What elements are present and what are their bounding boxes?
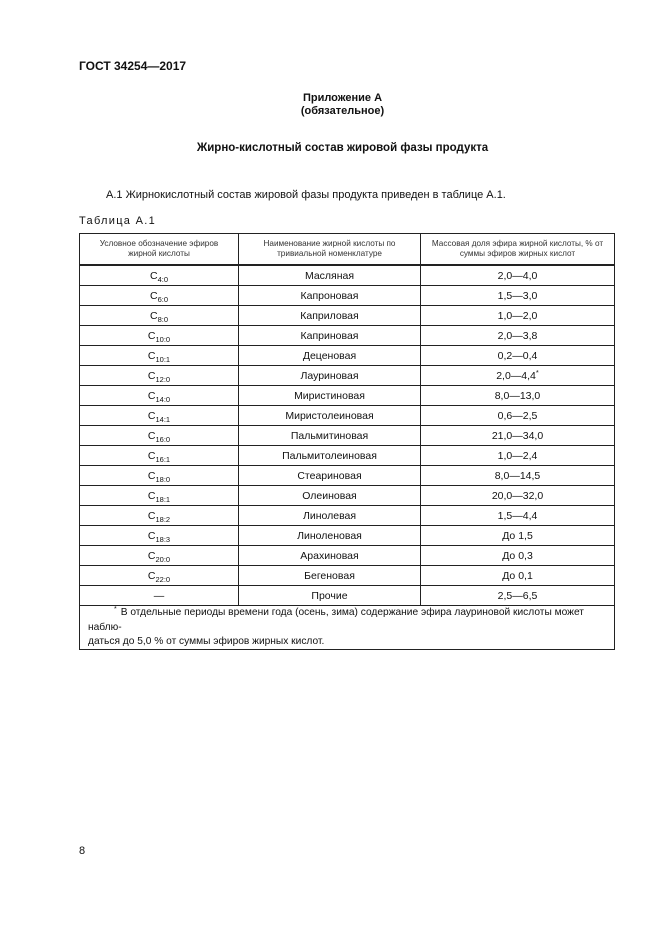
footnote-marker: * [535,367,539,377]
section-title: Жирно-кислотный состав жировой фазы продукта [196,142,489,154]
ester-designation-cell [80,546,239,566]
intro-paragraph: А.1 Жирнокислотный состав жировой фазы продукта приведен в таблице А.1. [106,189,506,201]
ester-subscript: 8:0 [157,314,169,324]
table-row [80,566,615,586]
table-row [80,326,615,346]
mass-fraction-value: 8,0—13,0 [494,389,541,402]
acid-name-cell: Каприловая [239,306,421,326]
mass-fraction-cell [421,486,615,506]
acid-name-cell: Пальмитолеиновая [239,446,421,466]
mass-fraction-value: 8,0—14,5 [494,469,541,482]
acid-name-cell: Линоленовая [239,526,421,546]
acid-name-cell: Прочие [239,586,421,606]
fatty-acid-table [79,233,615,650]
ester-subscript: 10:1 [155,354,171,364]
table-row [80,446,615,466]
ester-subscript: 6:0 [157,294,169,304]
ester-designation-cell [80,326,239,346]
table-row [80,486,615,506]
mass-fraction-cell [421,406,615,426]
table-row [80,466,615,486]
table-row [80,526,615,546]
ester-symbol: C [147,489,156,502]
ester-subscript: 12:0 [155,374,171,384]
acid-name-cell: Бегеновая [239,566,421,586]
ester-symbol: C [147,449,156,462]
ester-designation-cell [80,526,239,546]
table-row [80,346,615,366]
mass-fraction-value: До 0,3 [502,549,533,562]
mass-fraction-cell [421,546,615,566]
acid-name-cell: Капроновая [239,286,421,306]
footnote-line-2: даться до 5,0 % от суммы эфиров жирных кислот. [88,636,325,647]
appendix-title: Приложение А [302,92,383,104]
mass-fraction-value: 2,0—3,8 [497,329,538,342]
mass-fraction-cell [421,586,615,606]
table-row [80,286,615,306]
table-row [80,546,615,566]
ester-designation-cell [80,506,239,526]
ester-subscript: 14:1 [155,414,171,424]
table-footnote-row [80,606,615,650]
table-row [80,586,615,606]
table-row [80,406,615,426]
acid-name-cell: Линолевая [239,506,421,526]
ester-symbol: — [153,589,165,602]
table-row [80,366,615,386]
footnote-asterisk: * [114,606,117,613]
mass-fraction-cell [421,526,615,546]
acid-name-cell: Олеиновая [239,486,421,506]
table-caption: Таблица А.1 [79,215,156,227]
header-ester-designation: Условное обозначение эфиров жирной кислоты [80,234,239,266]
acid-name-cell: Арахиновая [239,546,421,566]
ester-designation-cell [80,466,239,486]
ester-symbol: C [147,569,156,582]
table-row [80,506,615,526]
acid-name-cell: Миристолеиновая [239,406,421,426]
ester-symbol: C [147,349,156,362]
ester-designation-cell [80,265,239,286]
ester-symbol: C [147,389,156,402]
acid-name-cell: Пальмитиновая [239,426,421,446]
header-acid-name: Наименование жирной кислоты по тривиальной номенклатуре [239,234,421,266]
mass-fraction-value: До 1,5 [502,529,533,542]
mass-fraction-cell [421,286,615,306]
acid-name-cell: Стеариновая [239,466,421,486]
appendix-status: (обязательное) [300,105,385,117]
ester-designation-cell [80,446,239,466]
ester-symbol: C [147,469,156,482]
ester-symbol: C [147,329,156,342]
ester-designation-cell [80,346,239,366]
ester-subscript: 14:0 [155,394,171,404]
ester-designation-cell [80,366,239,386]
ester-designation-cell [80,486,239,506]
acid-name-cell: Миристиновая [239,386,421,406]
mass-fraction-cell [421,426,615,446]
mass-fraction-cell [421,346,615,366]
ester-symbol: C [149,289,158,302]
acid-name-cell: Масляная [239,265,421,286]
table-header-row [80,234,615,266]
ester-subscript: 16:0 [155,434,171,444]
mass-fraction-value: 1,5—4,4 [497,509,538,522]
ester-symbol: C [147,509,156,522]
ester-designation-cell [80,386,239,406]
mass-fraction-value: 1,0—2,4 [497,449,538,462]
mass-fraction-value: 2,0—4,4 [496,369,536,382]
ester-symbol: C [149,309,158,322]
mass-fraction-value: 20,0—32,0 [491,489,544,502]
ester-subscript: 22:0 [155,574,171,584]
mass-fraction-cell [421,506,615,526]
mass-fraction-cell [421,466,615,486]
ester-symbol: C [147,529,156,542]
mass-fraction-cell [421,265,615,286]
ester-subscript: 18:2 [155,514,171,524]
ester-subscript: 18:3 [155,534,171,544]
ester-symbol: C [147,429,156,442]
ester-designation-cell [80,286,239,306]
table-row [80,265,615,286]
table-row [80,386,615,406]
ester-designation-cell [80,406,239,426]
ester-symbol: C [149,269,158,282]
ester-subscript: 20:0 [155,554,171,564]
table-footnote [80,606,615,650]
footnote-line-1: В отдельные периоды времени года (осень, зима) содержание эфира лауриновой кислоты может наблю- [88,607,584,633]
mass-fraction-cell [421,326,615,346]
ester-subscript: 10:0 [155,334,171,344]
table-row [80,306,615,326]
page-number: 8 [79,845,86,857]
mass-fraction-cell [421,386,615,406]
ester-symbol: C [147,549,156,562]
mass-fraction-value: 0,2—0,4 [497,349,538,362]
acid-name-cell: Деценовая [239,346,421,366]
mass-fraction-cell [421,566,615,586]
mass-fraction-value: 1,0—2,0 [497,309,538,322]
document-header-standard: ГОСТ 34254—2017 [79,59,187,73]
acid-name-cell: Лауриновая [239,366,421,386]
ester-designation-cell [80,566,239,586]
header-mass-fraction: Массовая доля эфира жирной кислоты, % от суммы эфиров жирных кислот [421,234,615,266]
mass-fraction-value: 2,0—4,0 [497,269,538,282]
ester-symbol: C [147,369,156,382]
mass-fraction-value: 1,5—3,0 [497,289,538,302]
ester-symbol: C [147,409,156,422]
mass-fraction-value: 2,5—6,5 [497,589,538,602]
mass-fraction-value: 21,0—34,0 [491,429,544,442]
ester-subscript: 16:1 [155,454,171,464]
ester-subscript: 18:0 [155,474,171,484]
mass-fraction-cell [421,366,615,386]
acid-name-cell: Каприновая [239,326,421,346]
ester-designation-cell [80,426,239,446]
ester-subscript: 18:1 [155,494,171,504]
table-row [80,426,615,446]
ester-designation-cell [80,586,239,606]
mass-fraction-value: 0,6—2,5 [497,409,538,422]
ester-designation-cell [80,306,239,326]
mass-fraction-value: До 0,1 [502,569,533,582]
mass-fraction-cell [421,306,615,326]
ester-subscript: 4:0 [157,274,169,284]
mass-fraction-cell [421,446,615,466]
